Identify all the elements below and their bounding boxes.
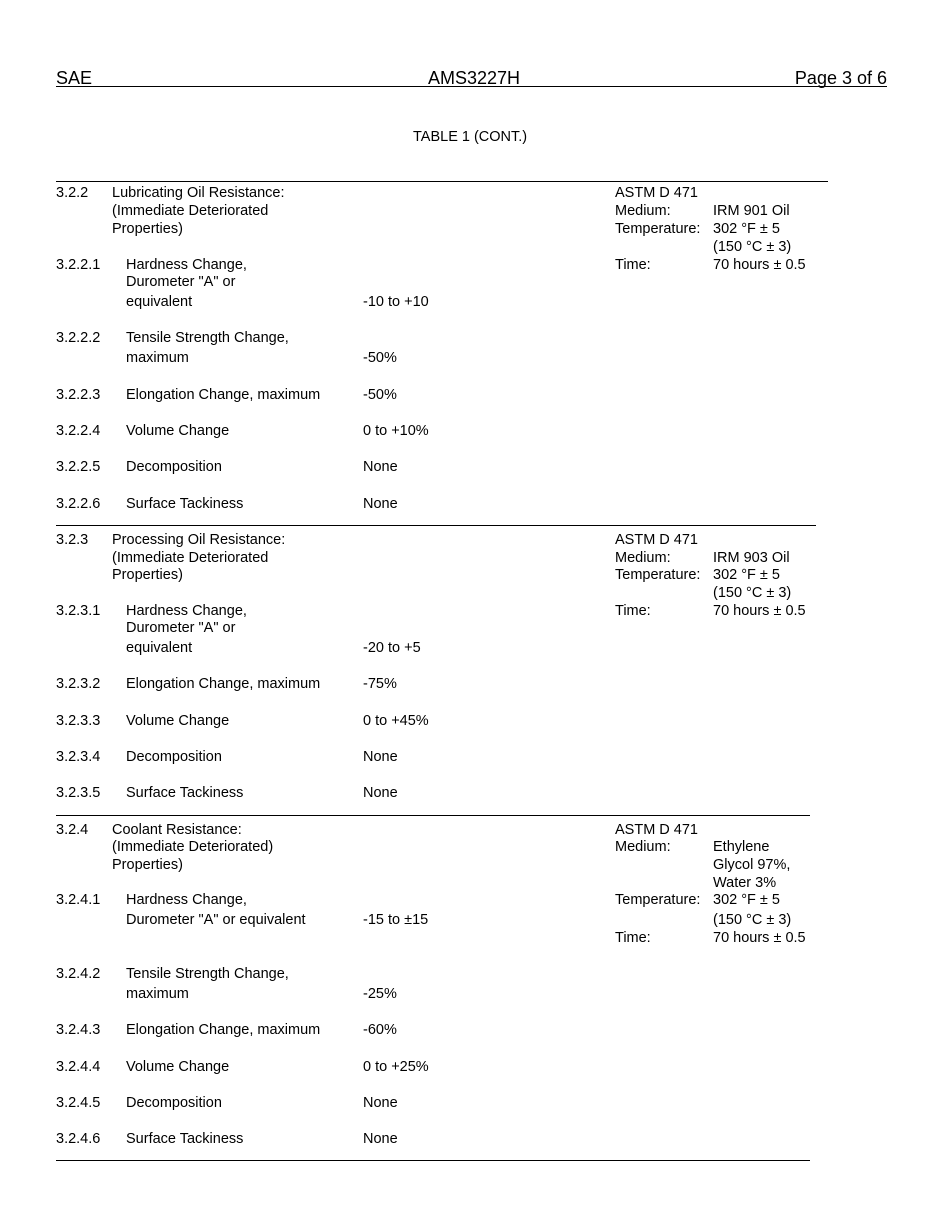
item-label: Hardness Change, [126,603,247,619]
table-rule-top [56,181,828,182]
item-value: 0 to +10% [363,423,429,439]
section-number: 3.2.2 [56,185,89,201]
item-label: Durometer "A" or [126,274,236,290]
item-number: 3.2.2.5 [56,459,101,475]
item-label: Elongation Change, maximum [126,387,321,403]
temperature-value: 302 °F ± 5 [713,892,780,908]
time-value: 70 hours ± 0.5 [713,257,806,273]
table-rule-section [56,525,816,526]
item-value: -15 to ±15 [363,912,429,928]
section-number: 3.2.3 [56,532,89,548]
item-label: Volume Change [126,423,230,439]
header-page-number: Page 3 of 6 [794,68,887,88]
section-title: (Immediate Deteriorated [112,550,269,566]
header-doc-number: AMS3227H [428,68,521,88]
item-value: None [363,459,398,475]
item-number: 3.2.4.1 [56,892,101,908]
item-label: maximum [126,986,189,1002]
item-label: Elongation Change, maximum [126,676,321,692]
item-label: Durometer "A" or equivalent [126,912,306,928]
item-value: None [363,1095,398,1111]
item-label: Decomposition [126,1095,222,1111]
temperature-value: 302 °F ± 5 [713,221,780,237]
table-rule-bottom [56,1160,810,1161]
item-label: Volume Change [126,1059,230,1075]
item-label: maximum [126,350,189,366]
item-value: None [363,1131,398,1147]
test-standard: ASTM D 471 [615,532,698,548]
temperature-value: (150 °C ± 3) [713,585,792,601]
medium-value: IRM 901 Oil [713,203,790,219]
item-value: -10 to +10 [363,294,429,310]
medium-value: Water 3% [713,875,777,891]
item-value: -25% [363,986,397,1002]
time-label: Time: [615,603,651,619]
item-label: Volume Change [126,713,230,729]
section-title: Processing Oil Resistance: [112,532,286,548]
medium-value: Glycol 97%, [713,857,791,873]
section-title: Properties) [112,857,183,873]
item-value: None [363,496,398,512]
section-title: Lubricating Oil Resistance: [112,185,285,201]
item-value: -60% [363,1022,397,1038]
item-number: 3.2.3.3 [56,713,101,729]
item-label: Elongation Change, maximum [126,1022,321,1038]
item-label: Tensile Strength Change, [126,330,289,346]
item-value: 0 to +45% [363,713,429,729]
test-standard: ASTM D 471 [615,822,698,838]
table-title: TABLE 1 (CONT.) [413,129,528,145]
medium-value: Ethylene [713,839,770,855]
item-label: Surface Tackiness [126,1131,244,1147]
item-label: Hardness Change, [126,892,247,908]
temperature-value: 302 °F ± 5 [713,567,780,583]
medium-label: Medium: [615,203,671,219]
item-number: 3.2.2.6 [56,496,101,512]
item-label: Durometer "A" or [126,620,236,636]
section-title: Coolant Resistance: [112,822,242,838]
item-label: Decomposition [126,459,222,475]
header-org: SAE [56,68,93,88]
test-standard: ASTM D 471 [615,185,698,201]
item-label: equivalent [126,294,193,310]
time-label: Time: [615,257,651,273]
item-value: -50% [363,350,397,366]
item-value: 0 to +25% [363,1059,429,1075]
item-number: 3.2.3.4 [56,749,101,765]
time-value: 70 hours ± 0.5 [713,930,806,946]
temperature-value: (150 °C ± 3) [713,912,792,928]
item-number: 3.2.4.5 [56,1095,101,1111]
time-label: Time: [615,930,651,946]
item-number: 3.2.2.2 [56,330,101,346]
section-title: Properties) [112,221,183,237]
item-number: 3.2.4.2 [56,966,101,982]
item-number: 3.2.2.4 [56,423,101,439]
item-number: 3.2.3.2 [56,676,101,692]
section-title: (Immediate Deteriorated [112,203,269,219]
medium-value: IRM 903 Oil [713,550,790,566]
item-number: 3.2.3.1 [56,603,101,619]
section-number: 3.2.4 [56,822,89,838]
time-value: 70 hours ± 0.5 [713,603,806,619]
section-title: (Immediate Deteriorated) [112,839,274,855]
item-value: None [363,785,398,801]
item-number: 3.2.4.4 [56,1059,101,1075]
item-number: 3.2.4.3 [56,1022,101,1038]
temperature-label: Temperature: [615,221,701,237]
item-label: Tensile Strength Change, [126,966,289,982]
item-number: 3.2.2.3 [56,387,101,403]
temperature-value: (150 °C ± 3) [713,239,792,255]
item-label: equivalent [126,640,193,656]
item-number: 3.2.3.5 [56,785,101,801]
item-value: -20 to +5 [363,640,421,656]
temperature-label: Temperature: [615,892,701,908]
section-title: Properties) [112,567,183,583]
item-value: None [363,749,398,765]
item-label: Decomposition [126,749,222,765]
item-value: -75% [363,676,397,692]
header-rule [56,86,887,87]
item-value: -50% [363,387,397,403]
temperature-label: Temperature: [615,567,701,583]
medium-label: Medium: [615,839,671,855]
item-number: 3.2.4.6 [56,1131,101,1147]
table-rule-section [56,815,810,816]
item-label: Surface Tackiness [126,785,244,801]
item-label: Surface Tackiness [126,496,244,512]
medium-label: Medium: [615,550,671,566]
item-number: 3.2.2.1 [56,257,101,273]
item-label: Hardness Change, [126,257,247,273]
